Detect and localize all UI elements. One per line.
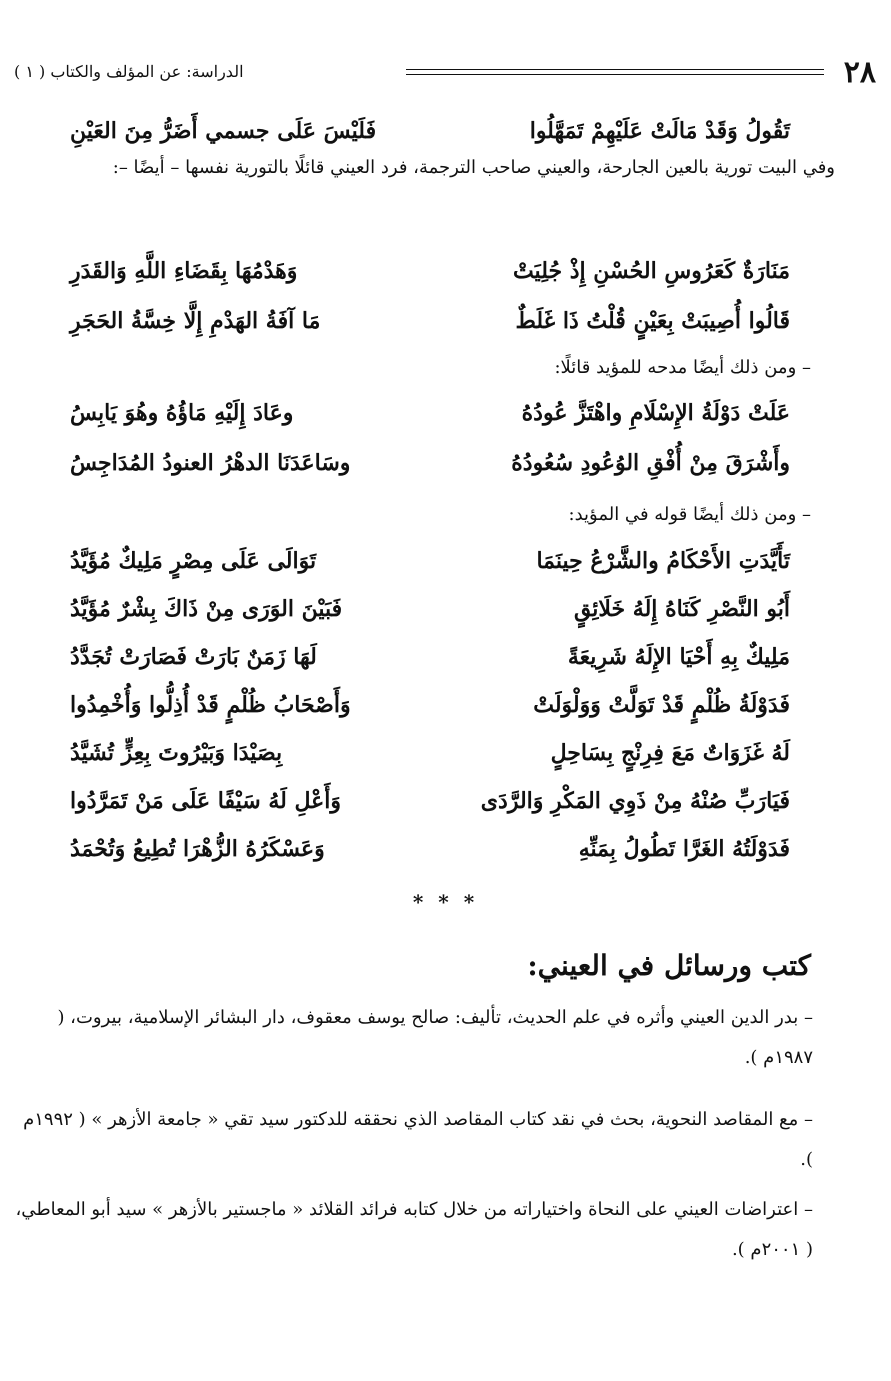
verse-second-hemistich: فَلَيْسَ عَلَى جسمي أَضَرُّ مِنَ العَيْنِ — [70, 118, 377, 144]
section-separator: * * * — [412, 890, 479, 914]
bibliography-list — [13, 1100, 813, 1180]
bibliography-item: – اعتراضات العيني على النحاة واختياراته من خلال كتابه فرائد القلائد « ماجستير بالأزهر » سيد أبو المعاطي، ( ٢٠٠١م ). — [15, 1199, 813, 1260]
verse-first-hemistich: مَلِيكٌ بِهِ أَحْيَا الإِلَهُ شَرِيعَةً — [567, 644, 790, 670]
section-heading: كتب ورسائل في العيني: — [527, 949, 811, 982]
paragraph: وفي البيت تورية بالعين الجارحة، والعيني صاحب الترجمة، فرد العيني قائلًا بالتورية نفسها – أيضًا –: — [112, 157, 835, 178]
verse-first-hemistich: أَبُو النَّصْرِ كَنَاهُ إِلَهُ خَلَائِقٍ — [573, 596, 790, 622]
bibliography-list — [13, 998, 813, 1078]
bibliography-item: – بدر الدين العيني وأثره في علم الحديث، تأليف: صالح يوسف معقوف، دار البشائر الإسلامية، بيروت، ( ١٩٨٧م ). — [57, 1007, 813, 1068]
verse-second-hemistich: مَا آفَةُ الهَدْمِ إِلَّا خِسَّةُ الحَجَرِ — [70, 308, 321, 334]
verse-first-hemistich: مَنَارَةٌ كَعَرُوسِ الحُسْنِ إِذْ جُلِيَتْ — [512, 258, 790, 284]
running-title: الدراسة: عن المؤلف والكتاب ( ١ ) — [14, 62, 244, 81]
running-header — [14, 56, 876, 90]
bibliography-list — [13, 1190, 813, 1270]
verse — [40, 634, 810, 680]
verse-first-hemistich: وأَشْرَقَ مِنْ أُفْقِ الوُعُودِ سُعُودُهُ — [511, 450, 790, 476]
verse-second-hemistich: وسَاعَدَنَا الدهْرُ العنودُ المُدَاجِسُ — [70, 450, 351, 476]
verse — [40, 730, 810, 776]
verse-second-hemistich: بِصَيْدَا وَبَيْرُوتَ بِعِزٍّ تُشَيَّدُ — [70, 740, 283, 766]
verse-first-hemistich: قَالُوا أُصِيبَتْ بِعَيْنٍ قُلْتُ ذَا غَلَطٌ — [515, 308, 790, 334]
verse-first-hemistich: فَيَارَبِّ صُنْهُ مِنْ ذَوِي المَكْرِ وَالرَّدَى — [480, 788, 790, 814]
verse-first-hemistich: فَدَوْلَتُهُ الغَرَّا تَطُولُ بِمَنِّهِ — [578, 836, 790, 862]
verse-second-hemistich: فَبَيْنَ الوَرَى مِنْ ذَاكَ بِشْرٌ مُؤَيَّدُ — [70, 596, 343, 622]
lead-line: – ومن ذلك أيضًا مدحه للمؤيد قائلًا: — [554, 357, 811, 378]
page-number: ٢٨ — [843, 55, 876, 90]
verse — [40, 682, 810, 728]
verse-second-hemistich: وَأَصْحَابُ ظُلْمٍ قَدْ أُذِلُّوا وَأُخْمِدُوا — [70, 692, 351, 718]
verse-second-hemistich: وَأَعْلِ لَهُ سَيْفًا عَلَى مَنْ تَمَرَّدُوا — [70, 788, 342, 814]
bibliography-item: – مع المقاصد النحوية، بحث في نقد كتاب المقاصد الذي نحققه للدكتور سيد تقي « جامعة الأزهر » ( ١٩٩٢م ). — [23, 1109, 813, 1170]
verse — [40, 538, 810, 584]
verse-first-hemistich: تَأَيَّدَتِ الأَحْكَامُ والشَّرْعُ حِينَمَا — [536, 548, 790, 574]
verse-first-hemistich: فَدَوْلَةُ ظُلْمٍ قَدْ تَوَلَّتْ وَوَلْوَلَتْ — [533, 692, 790, 718]
verse-first-hemistich: عَلَتْ دَوْلَةُ الإِسْلَامِ واهْتَزَّ عُودُهُ — [521, 400, 790, 426]
verse — [40, 108, 810, 154]
verse-second-hemistich: وَعَسْكَرُهُ الزُّهْرَا تُطِيعُ وَتُحْمَدُ — [70, 836, 325, 862]
verse-second-hemistich: لَهَا زَمَنٌ بَارَتْ فَصَارَتْ تُجَدَّدُ — [70, 644, 317, 670]
verse — [40, 586, 810, 632]
verse-second-hemistich: وَهَدْمُهَا بِقَضَاءِ اللَّهِ وَالقَدَرِ — [70, 258, 298, 284]
lead-line: – ومن ذلك أيضًا قوله في المؤيد: — [568, 504, 811, 525]
verse-second-hemistich: تَوَالَى عَلَى مِصْرٍ مَلِيكٌ مُؤَيَّدُ — [70, 548, 317, 574]
verse — [40, 440, 810, 486]
verse — [40, 778, 810, 824]
verse — [40, 298, 810, 344]
verse — [40, 248, 810, 294]
verse — [40, 390, 810, 436]
verse — [40, 826, 810, 872]
header-rule — [406, 69, 824, 75]
verse-second-hemistich: وعَادَ إِلَيْهِ مَاؤُهُ وهُوَ يَابِسُ — [70, 400, 294, 426]
verse-first-hemistich: لَهُ غَزَوَاتٌ مَعَ فِرِنْجٍ بِسَاحِلٍ — [550, 740, 790, 766]
verse-first-hemistich: تَقُولُ وَقَدْ مَالَتْ عَلَيْهِمْ تَمَهَّلُوا — [529, 118, 790, 144]
